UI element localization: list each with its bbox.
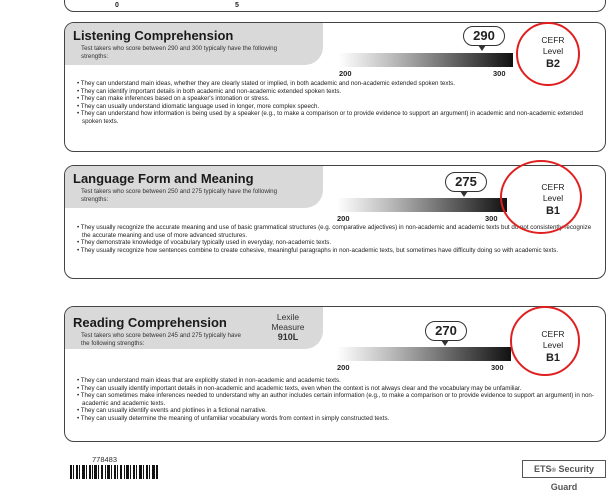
- ets-security-guard-badge: ETS® Security Guard: [522, 460, 606, 478]
- barcode: [70, 465, 160, 479]
- cefr-level-value: B2: [545, 58, 561, 70]
- language-subtitle: Test takers who score between 250 and 275 typically have the following strengths:: [81, 188, 278, 203]
- language-range-high: 300: [485, 214, 498, 223]
- lexile-label-line2: Measure: [271, 322, 305, 332]
- language-score-bar: [337, 198, 507, 212]
- cefr-level-label: Level: [542, 46, 564, 56]
- language-score: 275: [445, 172, 487, 192]
- cefr-level-value: B1: [545, 352, 561, 364]
- reading-range-high: 300: [491, 363, 504, 372]
- reading-score-bar: [337, 347, 511, 361]
- scale-low-label: 0: [115, 2, 119, 9]
- listening-score: 290: [463, 26, 505, 46]
- language-title: Language Form and Meaning: [73, 171, 254, 186]
- listening-cefr-highlight-circle: [516, 22, 580, 86]
- list-item: • They can sometimes make inferences needed to understand why an author includes certain information (e.g., to make a comparison or to provide evidence to support an argument) in non-academic and academic texts.: [75, 392, 595, 407]
- cefr-level-value: B1: [545, 205, 561, 217]
- reading-score: 270: [425, 321, 467, 341]
- list-item: • They can identify important details in both academic and non-academic extended spoken texts.: [75, 88, 595, 96]
- listening-title: Listening Comprehension: [73, 28, 234, 43]
- lexile-label-line1: Lexile: [276, 312, 300, 322]
- reading-range-low: 200: [337, 363, 350, 372]
- cefr-label: CEFR: [541, 182, 565, 192]
- listening-score-bar: [339, 53, 513, 67]
- previous-section-strip: [64, 0, 606, 12]
- security-guard-label: Security Guard: [550, 464, 594, 492]
- list-item: • They usually recognize how sentences combine to create cohesive, meaningful paragraphs in non-academic texts, but sometimes have difficulty doing so with academic texts.: [75, 247, 595, 255]
- language-strengths-list: [75, 224, 595, 254]
- language-score-pointer: [460, 191, 468, 197]
- list-item: • They can usually understand idiomatic language used in longer, more complex speech.: [75, 103, 595, 111]
- listening-strengths-list: [75, 80, 595, 126]
- list-item: • They can understand main ideas that are explicitly stated in non-academic and academic texts.: [75, 377, 595, 385]
- barcode-number: 778483: [92, 455, 118, 464]
- cefr-label: CEFR: [541, 329, 565, 339]
- list-item: • They can usually identify important details in non-academic and academic texts, even when the context is not always clear and the vocabulary may be unfamiliar.: [75, 385, 595, 393]
- language-cefr-highlight-circle: [500, 160, 582, 234]
- listening-range-low: 200: [339, 69, 352, 78]
- lexile-value: 910L: [277, 332, 299, 342]
- reading-title: Reading Comprehension: [73, 315, 227, 330]
- reading-score-pointer: [441, 340, 449, 346]
- cefr-label: CEFR: [541, 35, 565, 45]
- cefr-level-label: Level: [542, 340, 564, 350]
- reading-cefr-highlight-circle: [510, 306, 580, 376]
- list-item: • They demonstrate knowledge of vocabulary typically used in everyday, non-academic texts.: [75, 239, 595, 247]
- listening-subtitle: Test takers who score between 290 and 300 typically have the following strengths:: [81, 45, 278, 60]
- reading-strengths-list: [75, 377, 595, 423]
- list-item: • They can understand how information is being used by a speaker (e.g., to make a comparison or to provide evidence to support an argument) in academic and non-academic extended spoken texts.: [75, 110, 595, 125]
- list-item: • They usually recognize the accurate meaning and use of basic grammatical structures (e.g. comparative adjectives) in non-academic and academic texts but do not consistently recognize the accurate meaning and use of more advanced structures.: [75, 224, 595, 239]
- language-range-low: 200: [337, 214, 350, 223]
- list-item: • They can usually identify events and plotlines in a fictional narrative.: [75, 407, 595, 415]
- reading-subtitle: Test takers who score between 245 and 275 typically have the following strengths:: [81, 332, 241, 347]
- ets-brand: ETS: [534, 464, 552, 474]
- cefr-level-label: Level: [542, 193, 564, 203]
- list-item: • They can understand main ideas, whether they are clearly stated or implied, in both academic and non-academic extended spoken texts.: [75, 80, 595, 88]
- listening-score-pointer: [478, 45, 486, 51]
- listening-range-high: 300: [493, 69, 506, 78]
- lexile-measure: [263, 312, 313, 342]
- list-item: • They can make inferences based on a speaker's intonation or stress.: [75, 95, 595, 103]
- scale-high-label: 5: [235, 2, 239, 9]
- list-item: • They can usually determine the meaning of unfamiliar vocabulary words from context in simply constructed texts.: [75, 415, 595, 423]
